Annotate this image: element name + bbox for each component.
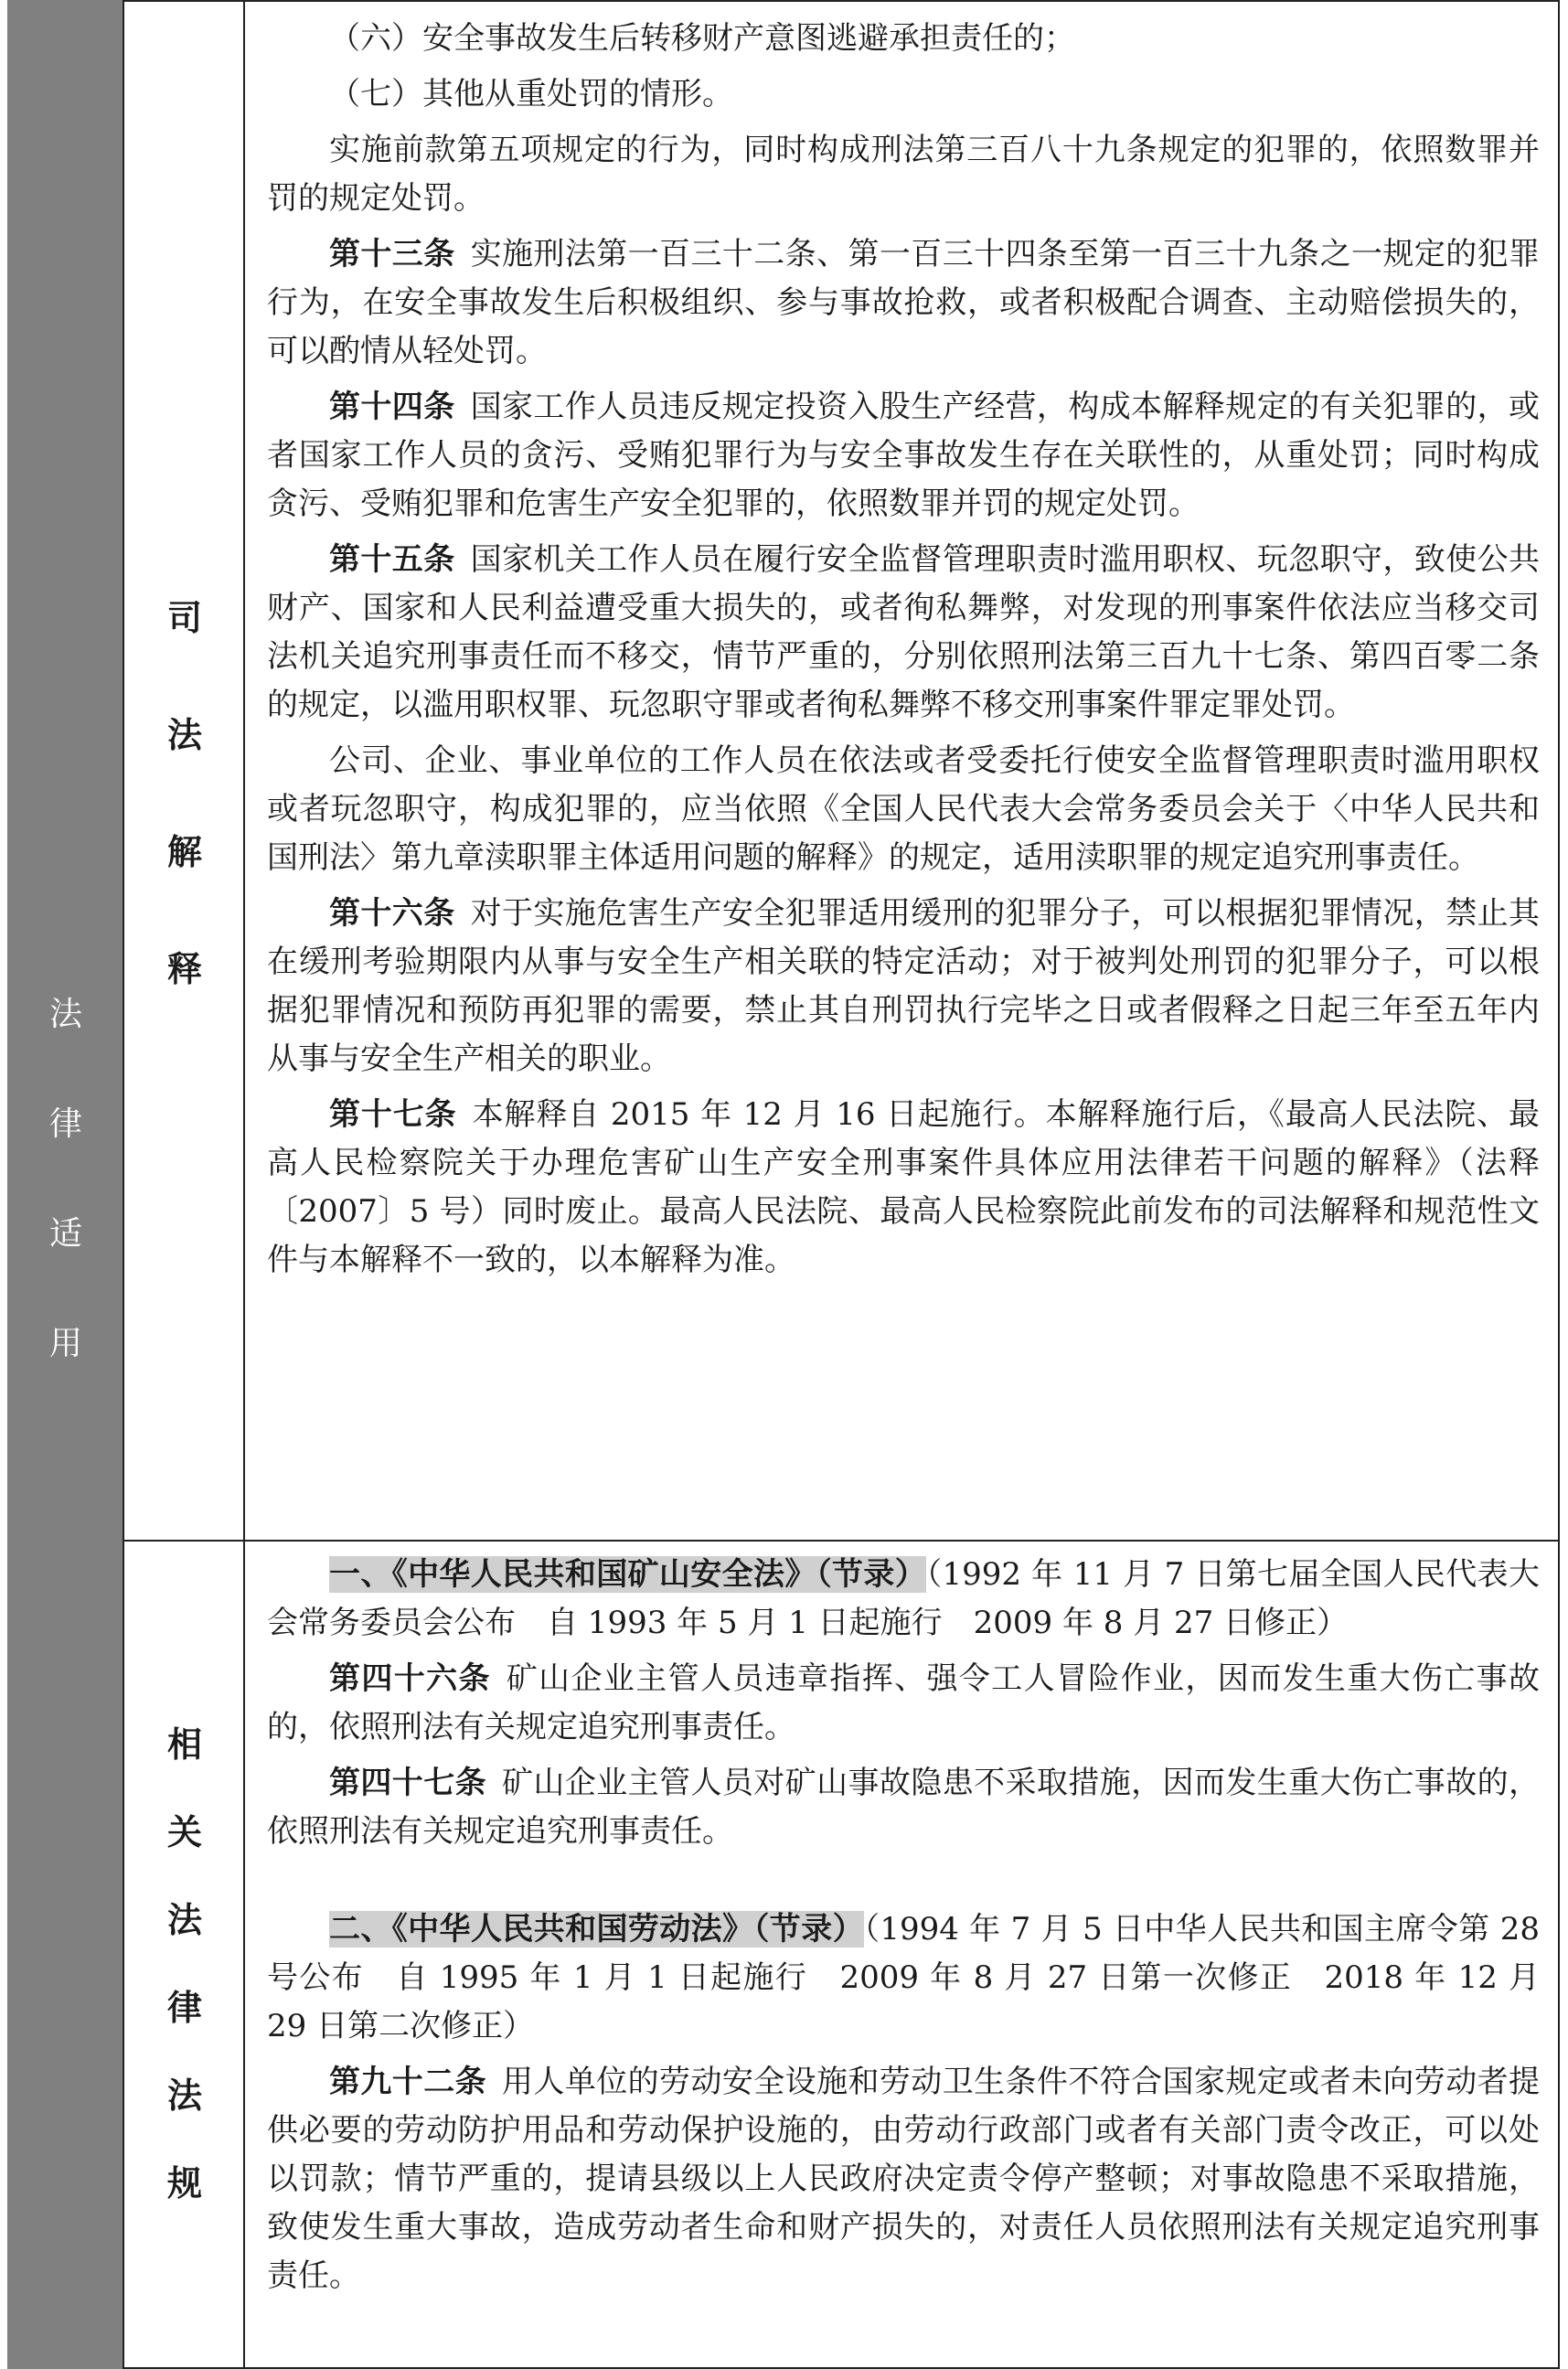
label-char: 相 bbox=[166, 1724, 202, 1765]
paragraph bbox=[267, 70, 1540, 119]
article-number: 第四十六条 bbox=[329, 1660, 491, 1697]
article-number: 第九十二条 bbox=[329, 2064, 487, 2100]
article-number: 第十七条 bbox=[329, 1096, 457, 1133]
paragraph-text: 矿山企业主管人员违章指挥、强令工人冒险作业，因而发生重大伤亡事故的，依照刑法有关规定追究刑事责任。 bbox=[267, 1660, 1541, 1745]
paragraph-text: 国家工作人员违反规定投资入股生产经营，构成本解释规定的有关犯罪的，或者国家工作人员的贪污、受贿犯罪行为与安全事故发生存在关联性的，从重处罚；同时构成贪污、受贿犯罪和危害生产安全犯罪的，依照数罪并罚的规定处罚。 bbox=[267, 389, 1541, 522]
outer-label-char: 用 bbox=[48, 1325, 82, 1362]
judicial-interpretation-label bbox=[124, 560, 245, 1028]
law-title: 二、《中华人民共和国劳动法》（节录） bbox=[329, 1911, 864, 1947]
label-char: 法 bbox=[166, 715, 202, 755]
spacer bbox=[267, 1863, 1540, 1905]
article-number: 第十三条 bbox=[329, 236, 455, 272]
paragraph bbox=[267, 890, 1540, 1083]
paragraph bbox=[267, 737, 1540, 882]
paragraph-text: 公司、企业、事业单位的工作人员在依法或者受委托行使安全监督管理职责时滥用职权或者玩忽职守，构成犯罪的，应当依照《全国人民代表大会常务委员会关于〈中华人民共和国刑法〉第九章渎职罪主体适用问题的解释》的规定，适用渎职罪的规定追究刑事责任。 bbox=[267, 742, 1540, 876]
paragraph bbox=[267, 230, 1540, 376]
paragraph-text: （六）安全事故发生后转移财产意图逃避承担责任的； bbox=[329, 20, 1075, 57]
paragraph-text: 用人单位的劳动安全设施和劳动卫生条件不符合国家规定或者未向劳动者提供必要的劳动防护用品和劳动保护设施的，由劳动行政部门或者有关部门责令改正，可以处以罚款；情节严重的，提请县级以上人民政府决定责令停产整顿；对事故隐患不采取措施，致使发生重大事故，造成劳动者生命和财产损失的，对责任人员依照刑法有关规定追究刑事责任。 bbox=[267, 2064, 1541, 2294]
paragraph-text: 对于实施危害生产安全犯罪适用缓刑的犯罪分子，可以根据犯罪情况，禁止其在缓刑考验期限内从事与安全生产相关联的特定活动；对于被判处刑罚的犯罪分子，可以根据犯罪情况和预防再犯罪的需要，禁止其自刑罚执行完毕之日或者假释之日起三年至五年内从事与安全生产相关的职业。 bbox=[267, 895, 1541, 1077]
label-char: 司 bbox=[166, 598, 202, 638]
law-meta: （1992 年 11 月 7 日第七届全国人民代表大会常务委员会公布 自 1993 年 5 月 1 日起施行 2009 年 8 月 27 日修正） bbox=[267, 1556, 1540, 1641]
judicial-interpretation-content bbox=[267, 15, 1540, 1292]
label-char: 法 bbox=[166, 1900, 202, 1940]
article-number: 第十五条 bbox=[329, 541, 455, 578]
related-laws-label bbox=[124, 1701, 245, 2227]
label-char: 关 bbox=[166, 1812, 202, 1852]
law-heading bbox=[267, 1905, 1540, 2051]
paragraph-text: 实施刑法第一百三十二条、第一百三十四条至第一百三十九条之一规定的犯罪行为，在安全事故发生后积极组织、参与事故抢救，或者积极配合调查、主动赔偿损失的，可以酌情从轻处罚。 bbox=[267, 236, 1541, 369]
article-number: 第十六条 bbox=[329, 895, 455, 932]
paragraph bbox=[267, 383, 1540, 528]
paragraph bbox=[267, 536, 1540, 730]
paragraph bbox=[267, 1655, 1540, 1752]
article-number: 第四十七条 bbox=[329, 1765, 487, 1801]
label-char: 法 bbox=[166, 2076, 202, 2116]
label-char: 规 bbox=[166, 2163, 202, 2204]
paragraph bbox=[267, 2058, 1540, 2300]
paragraph bbox=[267, 15, 1540, 63]
paragraph bbox=[267, 1759, 1540, 1856]
related-laws-content bbox=[267, 1551, 1540, 2308]
paragraph-text: 本解释自 2015 年 12 月 16 日起施行。本解释施行后，《最高人民法院、最高人民检察院关于办理危害矿山生产安全刑事案件具体应用法律若干问题的解释》（法释〔2007〕5 号）同时废止。最高人民法院、最高人民检察院此前发布的司法解释和规范性文件与本解释不一致的，以本解释为准。 bbox=[267, 1096, 1541, 1278]
outer-label-char: 适 bbox=[48, 1215, 82, 1253]
section-divider bbox=[124, 1540, 1560, 1542]
paragraph-text: 矿山企业主管人员对矿山事故隐患不采取措施，因而发生重大伤亡事故的，依照刑法有关规定追究刑事责任。 bbox=[267, 1765, 1541, 1850]
paragraph-text: （七）其他从重处罚的情形。 bbox=[329, 76, 733, 112]
outer-label-char: 法 bbox=[48, 996, 82, 1033]
label-char: 解 bbox=[166, 832, 202, 872]
label-char: 释 bbox=[166, 949, 202, 989]
paragraph bbox=[267, 126, 1540, 223]
law-title: 一、《中华人民共和国矿山安全法》（节录） bbox=[329, 1556, 927, 1593]
paragraph-text: 实施前款第五项规定的行为，同时构成刑法第三百八十九条规定的犯罪的，依照数罪并罚的规定处罚。 bbox=[267, 132, 1540, 217]
outer-category-label bbox=[7, 960, 124, 1399]
label-char: 律 bbox=[166, 1988, 202, 2028]
outer-label-char: 律 bbox=[48, 1105, 82, 1143]
article-number: 第十四条 bbox=[329, 389, 455, 425]
law-heading bbox=[267, 1551, 1540, 1648]
law-meta: （1994 年 7 月 5 日中华人民共和国主席令第 28 号公布 自 1995 年 1 月 1 日起施行 2009 年 8 月 27 日第一次修正 2018 年 12 月 29 日第二次修正） bbox=[267, 1911, 1540, 2044]
paragraph-text: 国家机关工作人员在履行安全监督管理职责时滥用职权、玩忽职守，致使公共财产、国家和人民利益遭受重大损失的，或者徇私舞弊，对发现的刑事案件依法应当移交司法机关追究刑事责任而不移交，情节严重的，分别依照刑法第三百九十七条、第四百零二条的规定，以滥用职权罪、玩忽职守罪或者徇私舞弊不移交刑事案件罪定罪处罚。 bbox=[267, 541, 1541, 723]
paragraph bbox=[267, 1091, 1540, 1285]
